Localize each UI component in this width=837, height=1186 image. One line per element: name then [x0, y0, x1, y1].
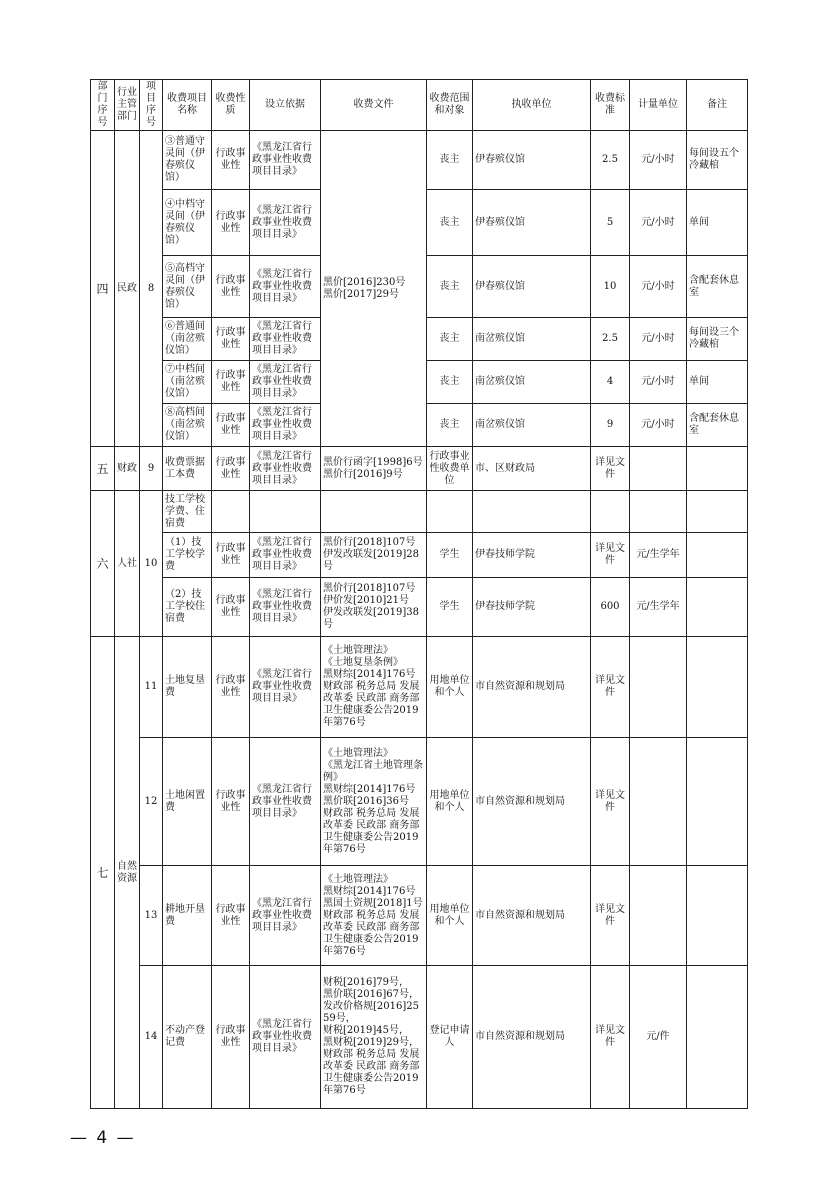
scope-cell: 丧主 [427, 256, 473, 318]
unit-cell: 市自然资源和规划局 [473, 866, 591, 966]
header-unit: 执收单位 [473, 80, 591, 131]
empty-cell [473, 491, 591, 533]
empty-cell [630, 491, 687, 533]
remark-cell [687, 533, 748, 578]
fee-name-cell: 土地复垦费 [163, 637, 212, 738]
doc-cell: 《土地管理法》 《土地复垦条例》 黑财综[2014]176号 财政部 税务总局 发展改革委 民政部 商务部 卫生健康委公告2019年第76号 [321, 637, 427, 738]
fee-nature-cell: 行政事业性 [212, 404, 250, 447]
industry-dept-cell: 自然资源 [115, 637, 140, 1109]
standard-cell: 详见文件 [591, 447, 630, 491]
standard-cell: 详见文件 [591, 533, 630, 578]
fee-name-cell: ⑦中档间（南岔殡仪馆） [163, 361, 212, 404]
header-measure: 计量单位 [630, 80, 687, 131]
dept-no-cell: 四 [91, 131, 115, 447]
table-row [91, 491, 748, 533]
doc-cell: 黑价[2016]230号 黑价[2017]29号 [321, 131, 427, 447]
unit-cell: 南岔殡仪馆 [473, 361, 591, 404]
measure-cell: 元/小时 [630, 361, 687, 404]
remark-cell: 每间设三个冷藏棺 [687, 318, 748, 361]
scope-cell: 丧主 [427, 361, 473, 404]
scope-cell: 用地单位和个人 [427, 637, 473, 738]
unit-cell: 南岔殡仪馆 [473, 404, 591, 447]
scope-cell: 登记申请人 [427, 966, 473, 1109]
fee-nature-cell: 行政事业性 [212, 578, 250, 637]
basis-cell: 《黑龙江省行政事业性收费项目目录》 [250, 404, 321, 447]
table-header-row [91, 80, 748, 131]
empty-cell [687, 491, 748, 533]
basis-cell: 《黑龙江省行政事业性收费项目目录》 [250, 131, 321, 190]
scope-cell: 丧主 [427, 404, 473, 447]
remark-cell: 含配套休息室 [687, 256, 748, 318]
fee-name-cell: ⑥普通间（南岔殡仪馆） [163, 318, 212, 361]
fee-name-cell: 不动产登记费 [163, 966, 212, 1109]
scope-cell: 行政事业性收费单位 [427, 447, 473, 491]
unit-cell: 伊春殡仪馆 [473, 131, 591, 190]
remark-cell: 单间 [687, 190, 748, 256]
measure-cell: 元/生学年 [630, 578, 687, 637]
basis-cell: 《黑龙江省行政事业性收费项目目录》 [250, 361, 321, 404]
table-row [91, 637, 748, 738]
basis-cell: 《黑龙江省行政事业性收费项目目录》 [250, 318, 321, 361]
scope-cell: 学生 [427, 533, 473, 578]
fee-name-cell: ⑧高档间（南岔殡仪馆） [163, 404, 212, 447]
fee-name-cell: 收费票据工本费 [163, 447, 212, 491]
table-row [91, 533, 748, 578]
fee-name-cell: （2）技工学校住宿费 [163, 578, 212, 637]
unit-cell: 伊春技师学院 [473, 578, 591, 637]
header-basis: 设立依据 [250, 80, 321, 131]
fee-nature-cell: 行政事业性 [212, 447, 250, 491]
doc-cell: 黑价行函字[1998]6号 黑价行[2016]9号 [321, 447, 427, 491]
doc-cell: 《土地管理法》 《黑龙江省土地管理条例》 黑财综[2014]176号 黑价联[2016]36号 财政部 税务总局 发展改革委 民政部 商务部 卫生健康委公告2019年第76号 [321, 738, 427, 866]
fee-name-cell: 技工学校学费、住宿费 [163, 491, 212, 533]
fee-nature-cell: 行政事业性 [212, 966, 250, 1109]
fee-nature-cell: 行政事业性 [212, 131, 250, 190]
item-no-cell: 12 [140, 738, 163, 866]
measure-cell [630, 637, 687, 738]
unit-cell: 市、区财政局 [473, 447, 591, 491]
fee-nature-cell: 行政事业性 [212, 361, 250, 404]
table-row [91, 866, 748, 966]
item-no-cell: 10 [140, 491, 163, 637]
standard-cell: 4 [591, 361, 630, 404]
fee-nature-cell: 行政事业性 [212, 256, 250, 318]
item-no-cell: 13 [140, 866, 163, 966]
table-row [91, 578, 748, 637]
doc-cell: 黑价行[2018]107号 伊价发[2010]21号 伊发改联发[2019]38号 [321, 578, 427, 637]
item-no-cell: 14 [140, 966, 163, 1109]
dept-no-cell: 五 [91, 447, 115, 491]
unit-cell: 市自然资源和规划局 [473, 637, 591, 738]
standard-cell: 详见文件 [591, 966, 630, 1109]
scope-cell: 用地单位和个人 [427, 866, 473, 966]
standard-cell: 5 [591, 190, 630, 256]
scope-cell: 丧主 [427, 190, 473, 256]
basis-cell: 《黑龙江省行政事业性收费项目目录》 [250, 256, 321, 318]
remark-cell [687, 637, 748, 738]
remark-cell: 每间设五个冷藏棺 [687, 131, 748, 190]
header-scope: 收费范围和对象 [427, 80, 473, 131]
standard-cell: 详见文件 [591, 738, 630, 866]
basis-cell: 《黑龙江省行政事业性收费项目目录》 [250, 966, 321, 1109]
fee-table [90, 79, 748, 1109]
unit-cell: 南岔殡仪馆 [473, 318, 591, 361]
empty-cell [250, 491, 321, 533]
table-row [91, 131, 748, 190]
unit-cell: 伊春技师学院 [473, 533, 591, 578]
industry-dept-cell: 人社 [115, 491, 140, 637]
remark-cell [687, 966, 748, 1109]
standard-cell: 10 [591, 256, 630, 318]
item-no-cell: 9 [140, 447, 163, 491]
fee-name-cell: ④中档守灵间（伊春殡仪馆） [163, 190, 212, 256]
fee-name-cell: 耕地开垦费 [163, 866, 212, 966]
basis-cell: 《黑龙江省行政事业性收费项目目录》 [250, 738, 321, 866]
header-industry-dept: 行业主管部门 [115, 80, 140, 131]
scope-cell: 学生 [427, 578, 473, 637]
measure-cell [630, 738, 687, 866]
scope-cell: 丧主 [427, 318, 473, 361]
item-no-cell: 8 [140, 131, 163, 447]
basis-cell: 《黑龙江省行政事业性收费项目目录》 [250, 447, 321, 491]
dept-no-cell: 六 [91, 491, 115, 637]
fee-nature-cell: 行政事业性 [212, 738, 250, 866]
header-fee-name: 收费项目名称 [163, 80, 212, 131]
unit-cell: 市自然资源和规划局 [473, 966, 591, 1109]
measure-cell: 元/件 [630, 966, 687, 1109]
measure-cell [630, 866, 687, 966]
fee-nature-cell: 行政事业性 [212, 318, 250, 361]
basis-cell: 《黑龙江省行政事业性收费项目目录》 [250, 578, 321, 637]
fee-nature-cell: 行政事业性 [212, 637, 250, 738]
table-row [91, 447, 748, 491]
doc-cell: 《土地管理法》 黑财综[2014]176号 黑国土资规[2018]1号 财政部 税务总局 发展改革委 民政部 商务部 卫生健康委公告2019年第76号 [321, 866, 427, 966]
doc-cell: 黑价行[2018]107号 伊发改联发[2019]28号 [321, 533, 427, 578]
header-dept-no: 部门序号 [91, 80, 115, 131]
fee-nature-cell: 行政事业性 [212, 190, 250, 256]
industry-dept-cell: 民政 [115, 131, 140, 447]
basis-cell: 《黑龙江省行政事业性收费项目目录》 [250, 533, 321, 578]
table-row [91, 738, 748, 866]
header-fee-nature: 收费性质 [212, 80, 250, 131]
standard-cell: 详见文件 [591, 866, 630, 966]
measure-cell: 元/小时 [630, 256, 687, 318]
standard-cell: 2.5 [591, 318, 630, 361]
standard-cell: 9 [591, 404, 630, 447]
basis-cell: 《黑龙江省行政事业性收费项目目录》 [250, 637, 321, 738]
remark-cell [687, 447, 748, 491]
measure-cell: 元/小时 [630, 404, 687, 447]
standard-cell: 详见文件 [591, 637, 630, 738]
standard-cell: 2.5 [591, 131, 630, 190]
standard-cell: 600 [591, 578, 630, 637]
remark-cell [687, 578, 748, 637]
remark-cell: 含配套休息室 [687, 404, 748, 447]
fee-nature-cell: 行政事业性 [212, 866, 250, 966]
header-doc: 收费文件 [321, 80, 427, 131]
fee-name-cell: ③普通守灵间（伊春殡仪馆） [163, 131, 212, 190]
dept-no-cell: 七 [91, 637, 115, 1109]
fee-nature-cell: 行政事业性 [212, 533, 250, 578]
fee-name-cell: ⑤高档守灵间（伊春殡仪馆） [163, 256, 212, 318]
basis-cell: 《黑龙江省行政事业性收费项目目录》 [250, 866, 321, 966]
header-item-no: 项目序号 [140, 80, 163, 131]
empty-cell [591, 491, 630, 533]
scope-cell: 用地单位和个人 [427, 738, 473, 866]
empty-cell [212, 491, 250, 533]
industry-dept-cell: 财政 [115, 447, 140, 491]
fee-name-cell: （1）技工学校学费 [163, 533, 212, 578]
unit-cell: 伊春殡仪馆 [473, 190, 591, 256]
measure-cell: 元/小时 [630, 318, 687, 361]
header-remark: 备注 [687, 80, 748, 131]
item-no-cell: 11 [140, 637, 163, 738]
table-row [91, 966, 748, 1109]
scope-cell: 丧主 [427, 131, 473, 190]
doc-cell: 财税[2016]79号， 黑价联[2016]67号， 发改价格规[2016]2559号， 财税[2019]45号， 黑财税[2019]29号， 财政部 税务总局 发展改革委 民政部 商务部 卫生健康委公告2019年第76号 [321, 966, 427, 1109]
measure-cell [630, 447, 687, 491]
remark-cell [687, 738, 748, 866]
empty-cell [321, 491, 427, 533]
measure-cell: 元/小时 [630, 190, 687, 256]
basis-cell: 《黑龙江省行政事业性收费项目目录》 [250, 190, 321, 256]
empty-cell [427, 491, 473, 533]
measure-cell: 元/生学年 [630, 533, 687, 578]
header-standard: 收费标准 [591, 80, 630, 131]
remark-cell: 单间 [687, 361, 748, 404]
unit-cell: 伊春殡仪馆 [473, 256, 591, 318]
page-number: — 4 — [70, 1128, 136, 1148]
measure-cell: 元/小时 [630, 131, 687, 190]
remark-cell [687, 866, 748, 966]
fee-name-cell: 土地闲置费 [163, 738, 212, 866]
unit-cell: 市自然资源和规划局 [473, 738, 591, 866]
